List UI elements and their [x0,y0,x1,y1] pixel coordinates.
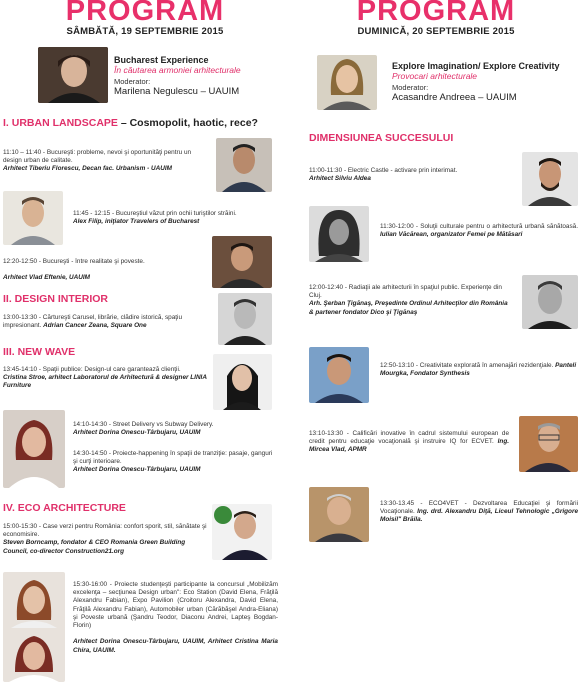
program-title-sunday: PROGRAM [356,0,516,27]
sunday-column [292,0,580,685]
moderator-label: Moderator: [114,77,151,86]
session-time: 12:00-12:40 [309,284,344,291]
session-text: - Creativitate explorată în amenajări rezidenţiale. [415,362,554,369]
session-item-6 [73,421,278,437]
session-text: - Bucureştiul văzut prin ochii turiştilor străini. [111,210,237,217]
session-item-sun-4 [380,362,578,378]
speaker-photo-eftenie [212,236,272,288]
session-speaker: Cristina Stroe, arhitect Laboratorul de Arhitectură & designer LINIA Furniture [3,374,207,390]
moderator-block-saturday [114,55,289,97]
session-text: - Soluţii culturale pentru o arhitectură urbană sănătoasă. [415,223,579,230]
speaker-photo-vacarean [309,206,369,262]
session-text: - Calificări inovative în cadrul sistemului european de credit pentru educaţie vocaţională şi instruire IQ for ECVET. [309,430,510,446]
session-item-2 [73,210,278,226]
session-speaker: Arhitect Dorina Onescu-Târbujaru, UAUIM [73,429,201,437]
speaker-photo-stroe [213,354,272,410]
session-item-8 [3,523,208,556]
session-time: 14:30-14:50 [73,450,108,457]
section-dimensiunea-succesului: DIMENSIUNEA SUCCESULUI [309,132,454,144]
date-sunday: DUMINICĂ, 20 SEPTEMBRIE 2015 [357,26,515,37]
moderator-photo-acasandre [317,55,377,110]
session-time: 15:30-16:00 [73,581,108,588]
moderator-session-title: Bucharest Experience [114,55,209,65]
session-speaker: Arhitect Dorina Onescu-Târbujaru, UAUIM, Arhitect Cristina Maria Chira, UAUIM. [73,638,278,654]
session-speaker: Alex Filip, iniţiator Travelers of Bucharest [73,218,200,226]
session-time: 12:20-12:50 [3,258,38,265]
session-item-3 [3,258,208,283]
session-item-9 [73,581,278,655]
session-speaker: Ing. drd. Alexandru Diţă, Liceul Tehnologic „Grigore Moisil" Brăila. [380,508,578,524]
session-text: - Proiecte studenţeşti participante la concursul „Mobilizăm excelenţa – secţiunea Design urban": Eco Station (David Elena, Frăţilă Alexandru Fabian), Expo Pavilion (Croitoru Alexandra, David Elena, Frăţilă Alexandru Fabian), Automobiler urban (Cărăbăşel Andra-Eliana) şi Poveste urbană (Şandru Teodor, Diaconu Andrei, Lapteş Bogdan-Florin) [73,581,278,630]
session-speaker: Adrian Cancer Zeana, Square One [43,322,147,330]
session-time: 13:30-13.45 [380,500,415,507]
speaker-photo-vlad [519,416,578,472]
session-text: - Bucureşti: probleme, nevoi şi oportunităţi pentru un design urban de calitate. [3,149,192,165]
session-time: 11:30-12:00 [380,223,414,230]
session-item-sun-5 [309,430,509,455]
moderator-label: Moderator: [392,83,429,92]
session-speaker: Arhitect Silviu Aldea [309,175,371,183]
moderator-session-subtitle: Provocari arhitecturale [392,71,478,81]
session-item-5 [3,366,208,391]
session-speaker: Panteli Mourgka, Fondator Synthesis [380,362,577,378]
session-time: 14:10-14:30 [73,421,108,428]
session-text: - Bucureşti - între realitate şi poveste. [38,258,145,265]
session-text: - Case verzi pentru România: confort sporit, stil, sănătate şi economisire. [3,523,207,539]
speaker-photo-onescu [3,410,65,488]
session-item-sun-3 [309,284,509,317]
date-saturday: SÂMBĂTĂ, 19 SEPTEMBRIE 2015 [66,26,224,37]
session-time: 12:50-13:10 [380,362,415,369]
speaker-photos-onescu-chira [3,572,65,682]
session-item-7 [73,450,278,475]
session-speaker: Arhitect Tiberiu Florescu, Decan fac. Urbanism - UAUIM [3,165,172,173]
session-time: 13:10-13:30 [309,430,344,437]
session-time: 15:00-15:30 [3,523,38,530]
section-urban-prefix: I. URBAN LANDSCAPE [3,117,118,129]
moderator-name: Acasandre Andreea – UAUIM [392,92,517,103]
section-urban-landscape [3,117,258,129]
session-text: - Proiecte-happening în spaţii de tranziţie: pasaje, ganguri şi curţi interioare. [73,450,273,466]
speaker-photo-zeana [218,293,272,345]
session-speaker: Arh. Şerban Ţigănaş, Preşedinte Ordinul Arhitecţilor din România & partener fondator Dico şi Ţigănaş [309,300,508,316]
section-new-wave: III. NEW WAVE [3,346,76,358]
section-eco-architecture: IV. ECO ARCHITECTURE [3,502,126,514]
speaker-photo-dita [309,487,369,542]
session-item-1 [3,149,208,174]
session-speaker: Iulian Văcărean, organizator Femei pe Mătăsari [380,231,523,239]
session-speaker: Arhitect Dorina Onescu-Târbujaru, UAUIM [73,466,201,474]
session-item-sun-2 [380,223,578,239]
session-time: 13:00-13:30 [3,314,38,321]
speaker-photo-filip [3,191,63,245]
speaker-photo-borncamp [212,504,272,560]
moderator-session-title: Explore Imagination/ Explore Creativity [392,61,560,71]
session-time: 11:10 – 11:40 [3,149,42,156]
speaker-photo-mourgka [309,347,369,403]
session-speaker: Ing. Mircea Vlad, APMR [309,438,509,454]
session-item-4 [3,314,208,330]
program-title-saturday: PROGRAM [65,0,225,27]
session-text: - Street Delivery vs Subway Delivery. [108,421,214,428]
moderator-photo-marilena [38,47,108,103]
session-text: - ECO4VET - Dezvoltarea Educaţiei şi formării Vocaţionale. [380,500,578,516]
section-urban-suffix: – Cosmopolit, haotic, rece? [117,117,258,129]
section-design-interior: II. DESIGN INTERIOR [3,293,109,305]
session-time: 13:45-14:10 [3,366,38,373]
session-text: - Radiaţii ale arhitecturii în spaţiul public. Experienţe din Cluj. [309,284,502,300]
moderator-session-subtitle: În căutarea armoniei arhitecturale [114,65,241,75]
speaker-photo-tiganas [522,275,578,329]
session-speaker: Arhitect Vlad Eftenie, UAUIM [3,274,90,282]
moderator-name: Marilena Negulescu – UAUIM [114,86,240,97]
session-item-sun-1 [309,167,509,183]
session-text: - Electric Castle - activare prin interimat. [343,167,458,174]
session-time: 11:45 - 12:15 [73,210,111,217]
session-item-sun-6 [380,500,578,525]
session-speaker: Steven Borncamp, fondator & CEO Romania Green Building Council, co-director Construction21.org [3,539,186,555]
session-text: - Cărtureşti Carusel, librărie, clădire istorică, spaţiu impresionant. [3,314,183,330]
speaker-photo-aldea [522,152,578,206]
session-text: - Spaţii publice: Design-ul care garantează clienţii. [38,366,181,373]
moderator-block-sunday [392,61,578,103]
session-time: 11:00-11:30 [309,167,343,174]
speaker-photo-florescu [216,138,272,192]
